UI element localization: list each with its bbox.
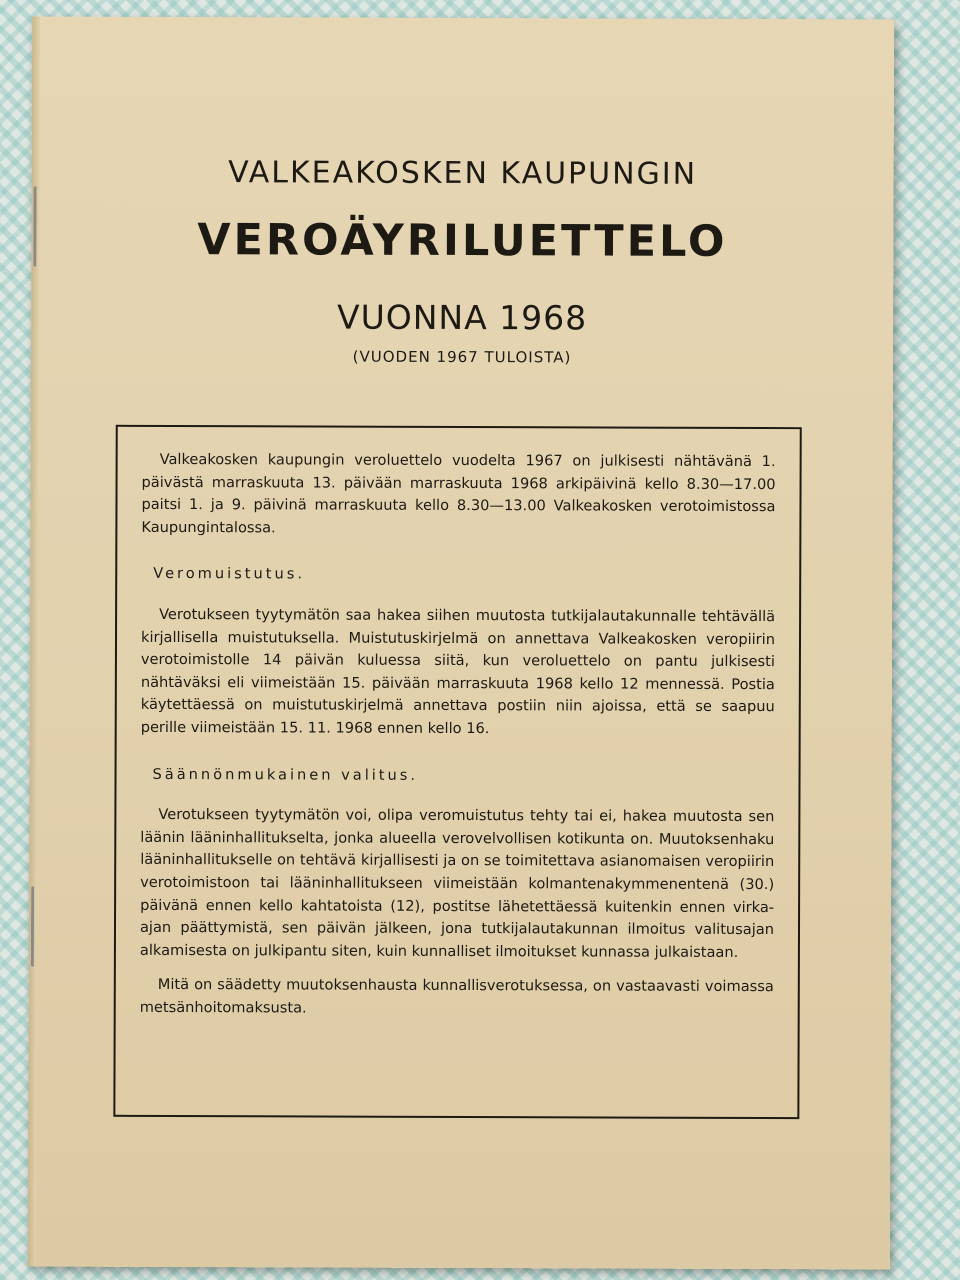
section-text-tax-appeal: Verotukseen tyytymätön saa hakea siihen muutosta tutkijalautakunnalle tehtävällä kirjallisella muistutuksella. Muistutuskirjelmä on annettava Valkeakosken veropiirin verotoimistolle 14 päivän kuluessa siitä, kun veroluettelo on pantu julkisesti nähtäväksi eli viimeistään 15. päivään marraskuuta 1968 kello 12 mennessä. Postia käytettäessä on muistutuskirjelmä annettava postiin niin ajoissa, että se saapuu perille viimeistään 15. 11. 1968 ennen kello 16. bbox=[140, 605, 776, 738]
section-text-regular-appeal: Verotukseen tyytymätön voi, olipa veromuistutus tehty tai ei, hakea muutosta sen läänin lääninhallitukselta, jonka alueella verovelvollisen kotikunta on. Muutoksenhaku lääninhallitukselle on tehtävä kirjallisesti ja on se toimitettava asianomaisen veropiirin verotoimistoon tai lääninhallitukseen viimeistään kolmantenakymmenentenä (30.) päivänä ennen kello kahtatoista (12), postitse lähetettäessä kuitenkin ennen virka-ajan päättymistä, sen päivän jälkeen, jona tutkijalautakunnan ilmoitus valitusajan alkamisesta on julkipantu siten, kuin kunnalliset ilmoitukset kunnassa julkaistaan. bbox=[139, 806, 775, 961]
notice-intro: Valkeakosken kaupungin veroluettelo vuodelta 1967 on julkisesti nähtävänä 1. päivästä marraskuuta 13. päivään marraskuuta 1968 arkipäivinä kello 8.30—17.00 paitsi 1. ja 9. päivinä marraskuuta kello 8.30—13.00 Valkeakosken verotoimistossa Kaupungintalossa. bbox=[141, 450, 776, 537]
section-heading-tax-appeal: Veromuistutus. bbox=[153, 565, 306, 583]
city-heading: VALKEAKOSKEN KAUPUNGIN bbox=[228, 155, 698, 192]
year-heading: VUONNA 1968 bbox=[337, 297, 588, 338]
closing-note: Mitä on säädetty muutoksenhausta kunnallisverotuksessa, on vastaavasti voimassa metsänhoitomaksusta. bbox=[139, 976, 774, 1017]
document-title: VEROÄYRILUETTELO bbox=[197, 215, 728, 267]
staple-bottom bbox=[31, 887, 44, 967]
notice-box bbox=[113, 425, 801, 1119]
tax-list-booklet bbox=[28, 16, 894, 1269]
income-year-subtitle: (VUODEN 1967 TULOISTA) bbox=[352, 347, 572, 367]
section-heading-regular-appeal: Säännönmukainen valitus. bbox=[152, 765, 419, 784]
